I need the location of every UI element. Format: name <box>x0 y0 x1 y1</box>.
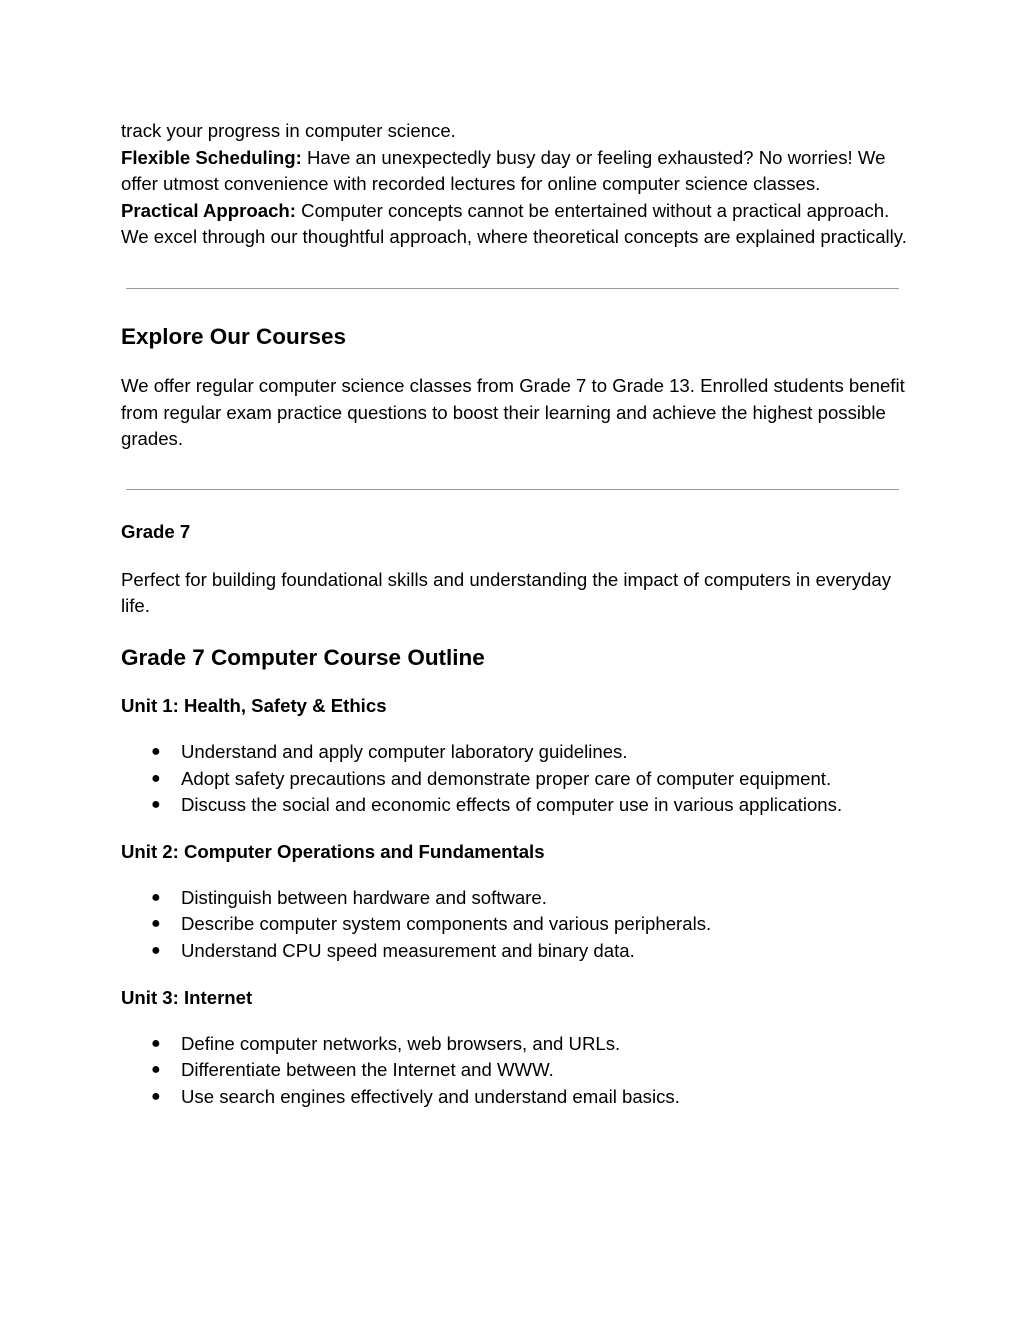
document-page <box>121 118 911 1110</box>
course-outline-heading: Grade 7 Computer Course Outline <box>121 644 485 670</box>
flexible-scheduling-paragraph <box>121 145 911 198</box>
grade-7-heading: Grade 7 <box>121 520 191 542</box>
bullet-icon: ● <box>151 796 161 814</box>
list-item <box>121 739 911 766</box>
unit-title: Unit 1: Health, Safety & Ethics <box>121 694 387 716</box>
unit-list <box>121 885 911 965</box>
list-item-text: Use search engines effectively and understand email basics. <box>181 1085 680 1107</box>
intro-line: track your progress in computer science. <box>121 120 456 141</box>
list-item-text: Adopt safety precautions and demonstrate proper care of computer equipment. <box>181 767 832 789</box>
list-item-text: Understand CPU speed measurement and binary data. <box>181 939 635 961</box>
list-item <box>121 766 911 793</box>
bullet-icon: ● <box>151 1087 161 1105</box>
bullet-icon: ● <box>151 941 161 959</box>
grade-7-body: Perfect for building foundational skills and understanding the impact of computers in everyday life. <box>121 568 892 617</box>
bullet-icon: ● <box>151 1034 161 1052</box>
list-item-text: Describe computer system components and various peripherals. <box>181 913 712 935</box>
units-container <box>121 693 911 1110</box>
bullet-icon: ● <box>151 888 161 906</box>
list-item-text: Discuss the social and economic effects of computer use in various applications. <box>181 794 843 816</box>
list-item-text: Differentiate between the Internet and WWW. <box>181 1059 554 1081</box>
list-item-text: Distinguish between hardware and software. <box>181 886 547 908</box>
list-item <box>121 792 911 819</box>
practical-approach-label: Practical Approach: <box>121 199 296 221</box>
list-item-text: Understand and apply computer laboratory guidelines. <box>181 740 628 762</box>
divider <box>126 489 899 490</box>
list-item <box>121 938 911 965</box>
divider <box>126 288 899 289</box>
list-item <box>121 911 911 938</box>
flexible-scheduling-text: Have an unexpectedly busy day or feeling exhausted? No worries! We offer utmost convenience with recorded lectures for online computer science classes. <box>121 146 886 195</box>
flexible-scheduling-label: Flexible Scheduling: <box>121 146 302 168</box>
explore-courses-heading: Explore Our Courses <box>121 323 347 349</box>
explore-courses-body: We offer regular computer science classes from Grade 7 to Grade 13. Enrolled students benefit from regular exam practice questions to boost their learning and achieve the highest possible grades. <box>121 374 905 450</box>
bullet-icon: ● <box>151 915 161 933</box>
unit-title: Unit 3: Internet <box>121 986 253 1008</box>
list-item <box>121 1084 911 1111</box>
list-item <box>121 1031 911 1058</box>
bullet-icon: ● <box>151 742 161 760</box>
list-item <box>121 885 911 912</box>
unit-list <box>121 739 911 819</box>
list-item-text: Define computer networks, web browsers, and URLs. <box>181 1032 621 1054</box>
unit-list <box>121 1031 911 1111</box>
unit-title: Unit 2: Computer Operations and Fundamentals <box>121 840 545 862</box>
bullet-icon: ● <box>151 769 161 787</box>
practical-approach-paragraph <box>121 198 911 251</box>
list-item <box>121 1057 911 1084</box>
bullet-icon: ● <box>151 1061 161 1079</box>
practical-approach-text: Computer concepts cannot be entertained without a practical approach. We excel through our thoughtful approach, where theoretical concepts are explained practically. <box>121 199 907 248</box>
